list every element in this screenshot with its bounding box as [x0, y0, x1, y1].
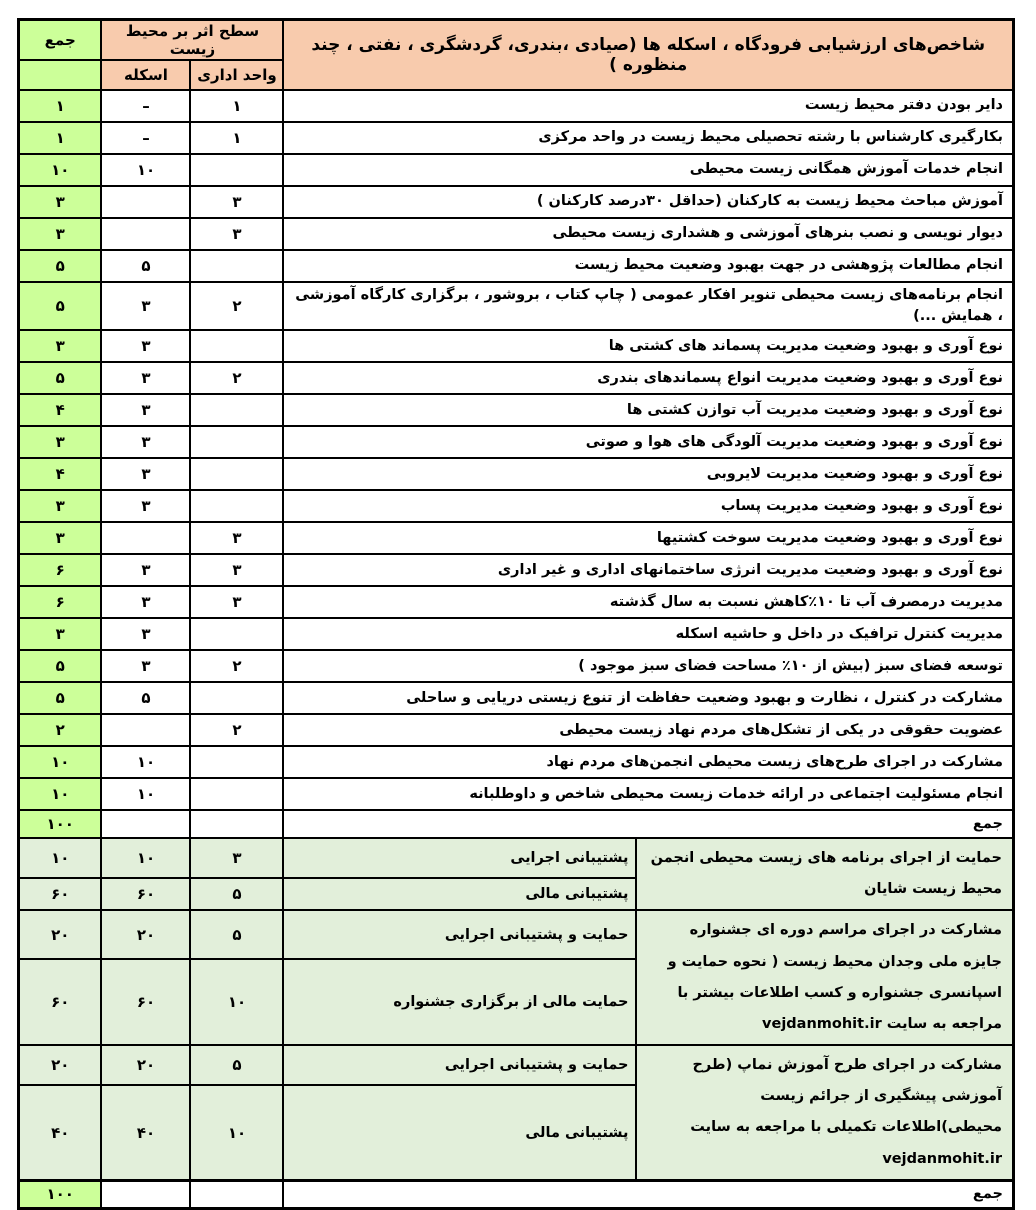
total-value-cell: ۱۰: [18, 154, 101, 186]
admin-value-cell: ۳: [190, 522, 283, 554]
dock-value-cell: –: [101, 122, 190, 154]
subtotal-label-cell: جمع: [283, 810, 1013, 838]
grand-total-dock-cell: [101, 1180, 190, 1208]
total-value-cell: ۱۰: [18, 778, 101, 810]
total-value-cell: ۴: [18, 394, 101, 426]
dock-value-cell: –: [101, 90, 190, 122]
indicator-label-cell: بکارگیری کارشناس با رشته تحصیلی محیط زیست در واحد مرکزی: [283, 122, 1013, 154]
total-value-cell: ۵: [18, 282, 101, 330]
indicator-label-cell: نوع آوری و بهبود وضعیت مدیریت پساب: [283, 490, 1013, 522]
table-row: [18, 682, 1013, 714]
admin-value-cell: [190, 746, 283, 778]
admin-value-cell: ۳: [190, 554, 283, 586]
group-item-label-cell: پشتیبانی اجرایی: [283, 838, 635, 878]
total-value-cell: ۲۰: [18, 1045, 101, 1085]
admin-value-cell: [190, 618, 283, 650]
admin-value-cell: [190, 490, 283, 522]
total-value-cell: ۳: [18, 490, 101, 522]
indicator-label-cell: نوع آوری و بهبود وضعیت مدیریت آب توازن کشتی ها: [283, 394, 1013, 426]
total-value-cell: ۱۰: [18, 746, 101, 778]
admin-value-cell: ۵: [190, 878, 283, 910]
admin-unit-header: واحد اداری: [190, 60, 283, 90]
admin-value-cell: ۳: [190, 186, 283, 218]
dock-value-cell: ۱۰: [101, 746, 190, 778]
dock-value-cell: ۳: [101, 650, 190, 682]
dock-value-cell: ۱۰: [101, 838, 190, 878]
table-row: [18, 910, 1013, 959]
grand-total-total-cell: ۱۰۰: [18, 1180, 101, 1208]
table-row: [18, 554, 1013, 586]
total-value-cell: ۳: [18, 522, 101, 554]
total-value-cell: ۵: [18, 650, 101, 682]
dock-value-cell: ۳: [101, 586, 190, 618]
dock-value-cell: ۶۰: [101, 878, 190, 910]
dock-value-cell: ۳: [101, 618, 190, 650]
indicator-label-cell: توسعه فضای سبز (بیش از ۱۰٪ مساحت فضای سبز موجود ): [283, 650, 1013, 682]
dock-header: اسکله: [101, 60, 190, 90]
indicator-label-cell: انجام خدمات آموزش همگانی زیست محیطی: [283, 154, 1013, 186]
dock-value-cell: ۵: [101, 682, 190, 714]
admin-value-cell: ۱: [190, 122, 283, 154]
table-row: [18, 618, 1013, 650]
admin-value-cell: ۳: [190, 586, 283, 618]
table-row: [18, 714, 1013, 746]
indicator-label-cell: نوع آوری و بهبود وضعیت مدیریت انرژی ساختمانهای اداری و غیر اداری: [283, 554, 1013, 586]
dock-value-cell: ۳: [101, 426, 190, 458]
indicator-label-cell: انجام برنامه‌های زیست محیطی تنویر افکار عمومی ( چاپ کتاب ، بروشور ، برگزاری کارگاه آموزشی ، همایش ...): [283, 282, 1013, 330]
indicator-label-cell: دیوار نویسی و نصب بنرهای آموزشی و هشداری زیست محیطی: [283, 218, 1013, 250]
admin-value-cell: ۱: [190, 90, 283, 122]
dock-value-cell: ۳: [101, 330, 190, 362]
total-value-cell: ۵: [18, 682, 101, 714]
admin-value-cell: ۱۰: [190, 1085, 283, 1180]
dock-value-cell: ۳: [101, 394, 190, 426]
indicator-label-cell: مدیریت کنترل ترافیک در داخل و حاشیه اسکله: [283, 618, 1013, 650]
table-header: [18, 20, 1013, 91]
admin-value-cell: ۳: [190, 218, 283, 250]
table-row: [18, 838, 1013, 878]
indicator-label-cell: نوع آوری و بهبود وضعیت مدیریت لایروبی: [283, 458, 1013, 490]
dock-value-cell: ۳: [101, 554, 190, 586]
total-header: جمع: [18, 20, 101, 61]
admin-value-cell: [190, 394, 283, 426]
indicator-label-cell: مشارکت در کنترل ، نظارت و بهبود وضعیت حفاظت از تنوع زیستی دریایی و ساحلی: [283, 682, 1013, 714]
admin-value-cell: ۲: [190, 714, 283, 746]
admin-value-cell: ۱۰: [190, 959, 283, 1045]
total-value-cell: ۴: [18, 458, 101, 490]
evaluation-table: [17, 18, 1015, 1210]
grand-total-admin-cell: [190, 1180, 283, 1208]
dock-value-cell: ۱۰: [101, 154, 190, 186]
table-row: [18, 282, 1013, 330]
table-row: [18, 154, 1013, 186]
indicator-label-cell: نوع آوری و بهبود وضعیت مدیریت پسماند های کشتی ها: [283, 330, 1013, 362]
table-row: [18, 586, 1013, 618]
table-row: [18, 490, 1013, 522]
indicator-label-cell: نوع آوری و بهبود وضعیت مدیریت سوخت کشتیها: [283, 522, 1013, 554]
admin-value-cell: [190, 682, 283, 714]
table-row: [18, 746, 1013, 778]
table-row: [18, 362, 1013, 394]
total-value-cell: ۳: [18, 218, 101, 250]
subtotal-admin-cell: [190, 810, 283, 838]
group-description-cell: حمایت از اجرای برنامه های زیست محیطی انجمن محیط زیست شایان: [636, 838, 1014, 910]
indicator-label-cell: دایر بودن دفتر محیط زیست: [283, 90, 1013, 122]
total-value-cell: ۶۰: [18, 878, 101, 910]
dock-value-cell: ۶۰: [101, 959, 190, 1045]
admin-value-cell: [190, 250, 283, 282]
admin-value-cell: ۳: [190, 838, 283, 878]
grand-total-row: [18, 1180, 1013, 1208]
total-value-cell: ۶۰: [18, 959, 101, 1045]
table-row: [18, 1045, 1013, 1085]
total-header-spacer: [18, 60, 101, 90]
table-row: [18, 778, 1013, 810]
admin-value-cell: ۵: [190, 1045, 283, 1085]
admin-value-cell: ۵: [190, 910, 283, 959]
total-value-cell: ۳: [18, 426, 101, 458]
subtotal-total-cell: ۱۰۰: [18, 810, 101, 838]
admin-value-cell: [190, 778, 283, 810]
support-group-rows: [18, 838, 1013, 1180]
indicator-label-cell: مدیریت درمصرف آب تا ۱۰٪کاهش نسبت به سال گذشته: [283, 586, 1013, 618]
total-value-cell: ۳: [18, 186, 101, 218]
total-value-cell: ۲۰: [18, 910, 101, 959]
table-row: [18, 458, 1013, 490]
indicator-rows: [18, 90, 1013, 810]
subtotal-section: [18, 810, 1013, 838]
total-value-cell: ۳: [18, 330, 101, 362]
group-item-label-cell: حمایت و پشتیبانی اجرایی: [283, 1045, 635, 1085]
grand-total-section: [18, 1180, 1013, 1208]
dock-value-cell: ۲۰: [101, 910, 190, 959]
table-row: [18, 122, 1013, 154]
total-value-cell: ۵: [18, 250, 101, 282]
admin-value-cell: ۲: [190, 362, 283, 394]
subtotal-row: [18, 810, 1013, 838]
table-row: [18, 218, 1013, 250]
table-row: [18, 186, 1013, 218]
indicator-label-cell: عضویت حقوقی در یکی از تشکل‌های مردم نهاد زیست محیطی: [283, 714, 1013, 746]
table-row: [18, 426, 1013, 458]
indicator-label-cell: انجام مسئولیت اجتماعی در ارائه خدمات زیست محیطی شاخص و داوطلبانه: [283, 778, 1013, 810]
dock-value-cell: [101, 186, 190, 218]
table-row: [18, 394, 1013, 426]
dock-value-cell: [101, 714, 190, 746]
group-item-label-cell: حمایت و پشتیبانی اجرایی: [283, 910, 635, 959]
dock-value-cell: [101, 218, 190, 250]
page: [0, 18, 1036, 1204]
dock-value-cell: ۳: [101, 282, 190, 330]
dock-value-cell: ۲۰: [101, 1045, 190, 1085]
total-value-cell: ۵: [18, 362, 101, 394]
dock-value-cell: ۱۰: [101, 778, 190, 810]
total-value-cell: ۱: [18, 90, 101, 122]
table-row: [18, 650, 1013, 682]
total-value-cell: ۴۰: [18, 1085, 101, 1180]
table-row: [18, 90, 1013, 122]
total-value-cell: ۱: [18, 122, 101, 154]
admin-value-cell: ۲: [190, 282, 283, 330]
indicator-label-cell: انجام مطالعات پژوهشی در جهت بهبود وضعیت محیط زیست: [283, 250, 1013, 282]
dock-value-cell: ۴۰: [101, 1085, 190, 1180]
indicators-header: شاخص‌های ارزشیابی فرودگاه ، اسکله ها (صیادی ،بندری، گردشگری ، نفتی ، چند منظوره ): [283, 20, 1013, 91]
dock-value-cell: ۳: [101, 458, 190, 490]
total-value-cell: ۳: [18, 618, 101, 650]
indicator-label-cell: آموزش مباحث محیط زیست به کارکنان (حداقل ۳۰درصد کارکنان ): [283, 186, 1013, 218]
group-description-cell: مشارکت در اجرای مراسم دوره ای جشنواره جایزه ملی وجدان محیط زیست ( نحوه حمایت و اسپانسری جشنواره و کسب اطلاعات بیشتر با مراجعه به سایت vejdanmohit.ir: [636, 910, 1014, 1045]
admin-value-cell: [190, 330, 283, 362]
total-value-cell: ۶: [18, 554, 101, 586]
admin-value-cell: ۲: [190, 650, 283, 682]
indicator-label-cell: نوع آوری و بهبود وضعیت مدیریت آلودگی های هوا و صوتی: [283, 426, 1013, 458]
subtotal-dock-cell: [101, 810, 190, 838]
indicator-label-cell: مشارکت در اجرای طرح‌های زیست محیطی انجمن‌های مردم نهاد: [283, 746, 1013, 778]
header-row-1: [18, 20, 1013, 61]
total-value-cell: ۶: [18, 586, 101, 618]
total-value-cell: ۱۰: [18, 838, 101, 878]
dock-value-cell: ۵: [101, 250, 190, 282]
table-row: [18, 330, 1013, 362]
admin-value-cell: [190, 458, 283, 490]
total-value-cell: ۲: [18, 714, 101, 746]
dock-value-cell: ۳: [101, 490, 190, 522]
group-item-label-cell: پشتیبانی مالی: [283, 878, 635, 910]
admin-value-cell: [190, 154, 283, 186]
group-item-label-cell: پشتیبانی مالی: [283, 1085, 635, 1180]
admin-value-cell: [190, 426, 283, 458]
group-item-label-cell: حمایت مالی از برگزاری جشنواره: [283, 959, 635, 1045]
table-row: [18, 522, 1013, 554]
impact-level-header: سطح اثر بر محیط زیست: [101, 20, 283, 61]
group-description-cell: مشارکت در اجرای طرح آموزش نماپ (طرح آموزشی پیشگیری از جرائم زیست محیطی)اطلاعات تکمیلی با مراجعه به سایت vejdanmohit.ir: [636, 1045, 1014, 1180]
dock-value-cell: ۳: [101, 362, 190, 394]
grand-total-label-cell: جمع: [283, 1180, 1013, 1208]
dock-value-cell: [101, 522, 190, 554]
table-row: [18, 250, 1013, 282]
indicator-label-cell: نوع آوری و بهبود وضعیت مدیریت انواع پسماندهای بندری: [283, 362, 1013, 394]
